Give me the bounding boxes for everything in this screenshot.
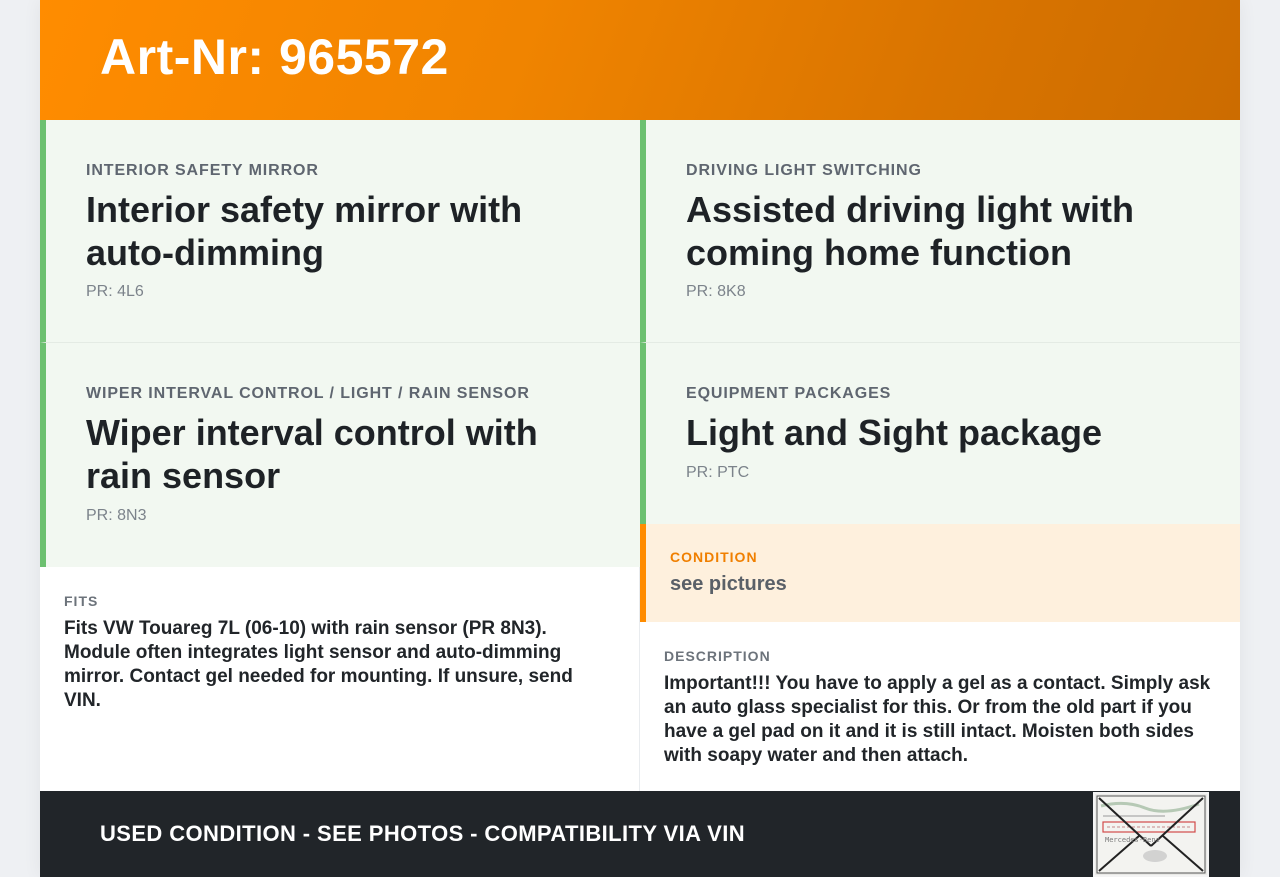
- feature-title: Wiper interval control with rain sensor: [86, 412, 538, 496]
- product-sheet: [40, 0, 1240, 877]
- footer-bar: [40, 791, 1240, 877]
- feature-card-package: [640, 343, 1240, 524]
- feature-title: Light and Sight package: [686, 412, 1103, 453]
- feature-card-driving-light: [640, 120, 1240, 343]
- feature-card-mirror: [40, 120, 640, 343]
- envelope-label-photo-icon: [1095, 794, 1207, 875]
- footer-slogan: USED CONDITION - SEE PHOTOS - COMPATIBILITY VIA VIN: [100, 821, 746, 846]
- fits-label: FITS: [64, 593, 99, 609]
- condition-box: [640, 524, 1240, 622]
- description-label: DESCRIPTION: [664, 648, 771, 664]
- feature-category: INTERIOR SAFETY MIRROR: [86, 162, 319, 179]
- description-section: [640, 622, 1240, 791]
- fits-text: Fits VW Touareg 7L (06-10) with rain sensor (PR 8N3). Module often integrates light sensor and auto-dimming mirror. Contact gel needed for mounting. If unsure, send VIN.: [64, 618, 573, 711]
- feature-title: Interior safety mirror with auto-dimming: [86, 189, 523, 273]
- condition-value: see pictures: [670, 573, 787, 595]
- feature-pr-code: PR: 8N3: [86, 507, 147, 524]
- header-banner: [40, 0, 1240, 120]
- description-text: Important!!! You have to apply a gel as a contact. Simply ask an auto glass specialist for this. Or from the old part if you have a gel pad on it and it is still intact. Moisten both sides with soapy water and then attach.: [664, 673, 1211, 766]
- article-number-title: Art-Nr: 965572: [100, 29, 449, 85]
- feature-card-wiper: [40, 343, 640, 567]
- fits-section: [40, 567, 640, 791]
- feature-pr-code: PR: PTC: [686, 464, 750, 481]
- feature-pr-code: PR: 8K8: [686, 283, 746, 300]
- feature-title: Assisted driving light with coming home function: [686, 189, 1135, 273]
- product-photo-thumbnail[interactable]: [1093, 792, 1209, 877]
- feature-category: WIPER INTERVAL CONTROL / LIGHT / RAIN SENSOR: [86, 385, 530, 402]
- feature-category: EQUIPMENT PACKAGES: [686, 385, 892, 402]
- feature-pr-code: PR: 4L6: [86, 283, 144, 300]
- feature-category: DRIVING LIGHT SWITCHING: [686, 162, 922, 179]
- condition-label: CONDITION: [670, 549, 758, 565]
- svg-text:Mercedes-Benz: Mercedes-Benz: [1105, 836, 1160, 844]
